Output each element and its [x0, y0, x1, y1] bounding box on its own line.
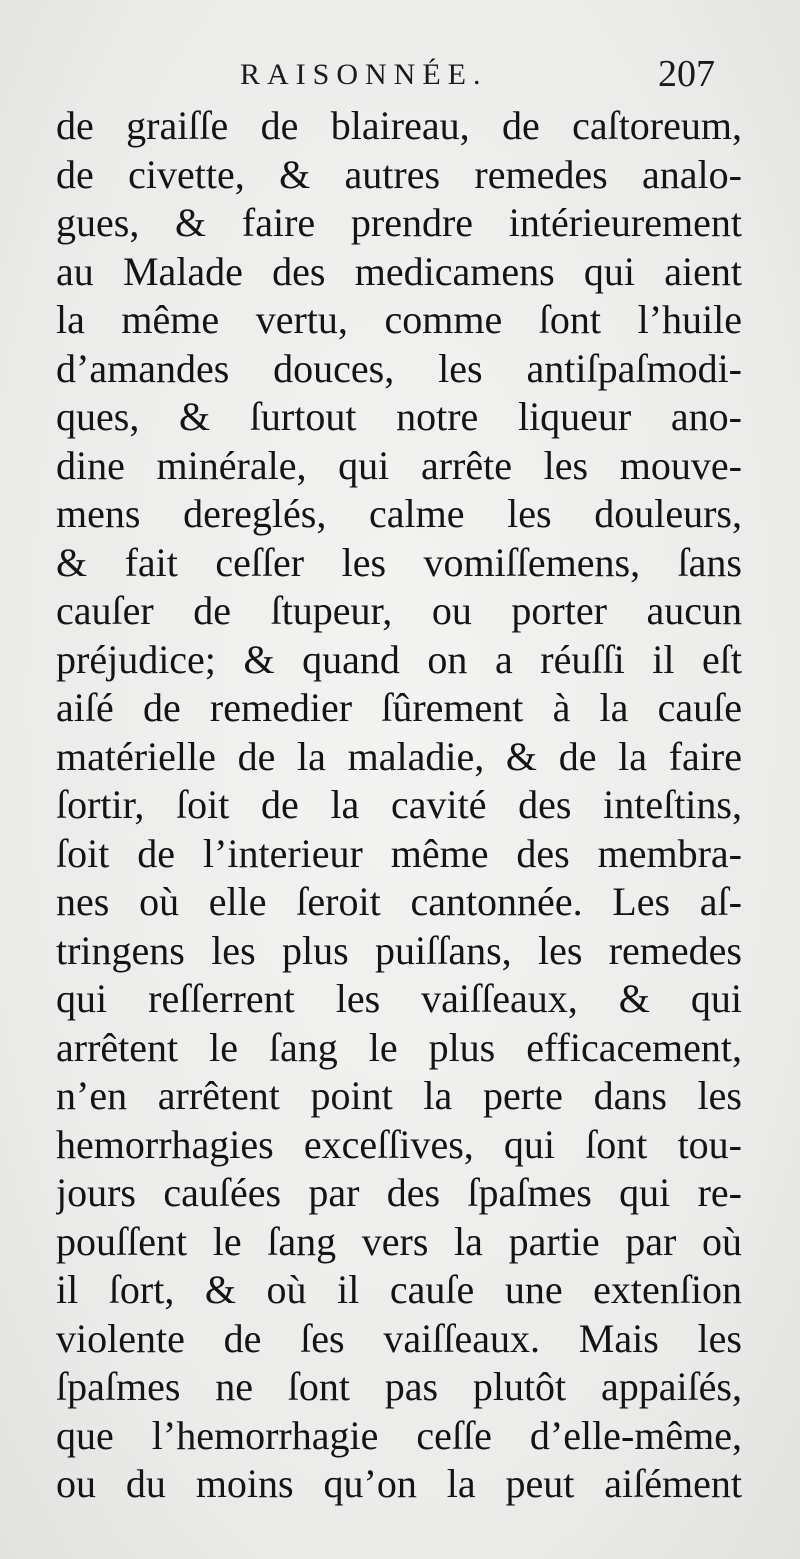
text-line: cauſer de ſtupeur, ou porter aucun	[56, 588, 742, 633]
text-line: arrêtent le ſang le plus efficacement,	[56, 1024, 742, 1070]
text-line: ſpaſmes ne ſont pas plutôt appaiſés,	[56, 1364, 742, 1409]
text-line: de graiſſe de blaireau, de caſtoreum,	[56, 103, 742, 148]
body-text	[56, 102, 742, 1509]
text-line: hemorrhagies exceſſives, qui ſont tou-	[56, 1121, 742, 1167]
text-line: dine minérale, qui arrête les mouve-	[56, 442, 742, 488]
text-line: ſoit de l’interieur même des membra-	[56, 830, 742, 876]
text-line: au Malade des medicamens qui aient	[56, 248, 742, 294]
text-line: mens dereglés, calme les douleurs,	[56, 491, 742, 536]
text-line: préjudice; & quand on a réuſſi il eſt	[56, 636, 742, 682]
text-line: ou du moins qu’on la peut aiſément	[56, 1461, 742, 1506]
page-number: 207	[658, 53, 715, 95]
text-line: jours cauſées par des ſpaſmes qui re-	[56, 1170, 742, 1215]
text-line: d’amandes douces, les antiſpaſmodi-	[56, 345, 742, 391]
text-line: nes où elle ſeroit cantonnée. Les aſ-	[56, 879, 742, 924]
text-line: de civette, & autres remedes analo-	[56, 151, 742, 197]
text-line: il ſort, & où il cauſe une extenſion	[56, 1267, 742, 1312]
text-line: que l’hemorrhagie ceſſe d’elle-même,	[56, 1412, 742, 1458]
running-title: RAISONNÉE.	[240, 58, 488, 91]
text-line: & fait ceſſer les vomiſſemens, ſans	[56, 539, 742, 585]
text-line: violente de ſes vaiſſeaux. Mais les	[56, 1315, 742, 1361]
text-line: ques, & ſurtout notre liqueur ano-	[56, 394, 742, 439]
text-line: gues, & faire prendre intérieurement	[56, 200, 742, 245]
text-line: la même vertu, comme ſont l’huile	[56, 297, 742, 342]
text-line: ſortir, ſoit de la cavité des inteſtins,	[56, 782, 742, 827]
text-line: n’en arrêtent point la perte dans les	[56, 1073, 742, 1118]
text-line: matérielle de la maladie, & de la faire	[56, 733, 742, 779]
text-line: pouſſent le ſang vers la partie par où	[56, 1218, 742, 1264]
text-line: qui reſſerrent les vaiſſeaux, & qui	[56, 976, 742, 1021]
text-line: aiſé de remedier ſûrement à la cauſe	[56, 685, 742, 730]
text-line: tringens les plus puiſſans, les remedes	[56, 927, 742, 973]
